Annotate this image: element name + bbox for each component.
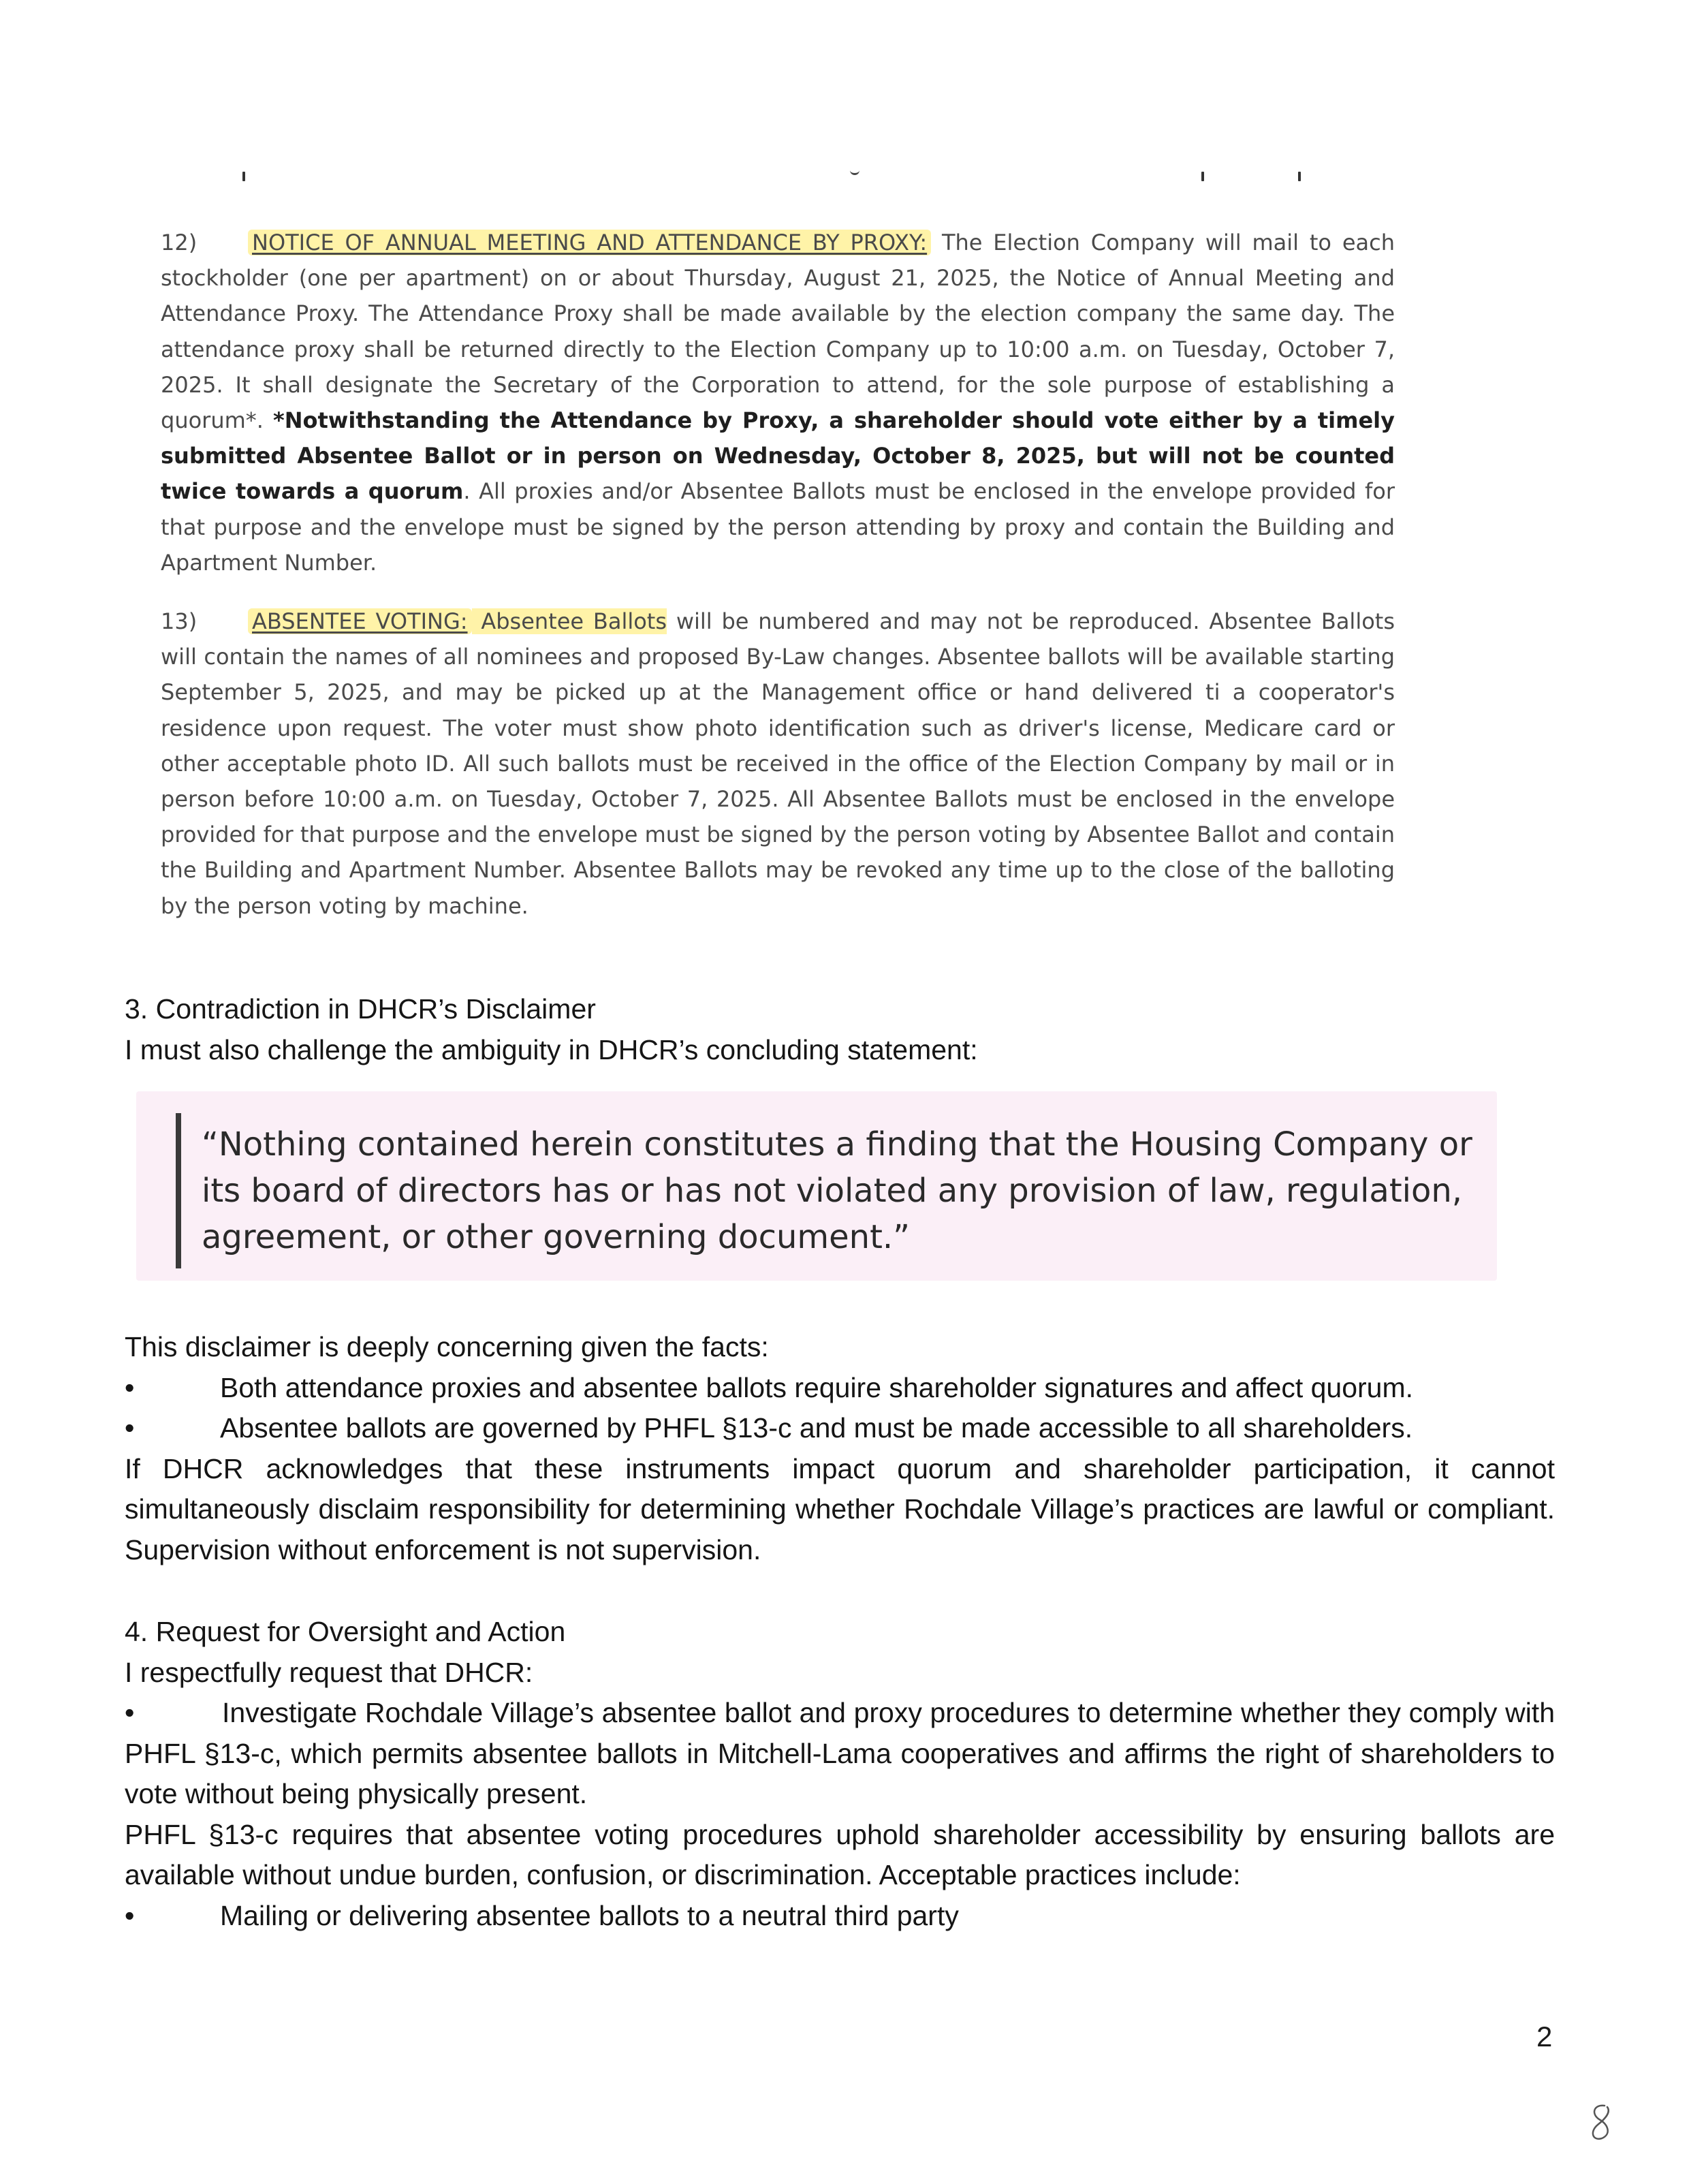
section-heading: 4. Request for Oversight and Action: [125, 1616, 566, 1647]
scan-mark: [850, 169, 859, 175]
scan-mark: [1201, 172, 1204, 181]
item-number: 13): [161, 608, 198, 635]
quoted-disclaimer: “Nothing contained herein constitutes a finding that the Housing Company or its board of directors has or has not violated any provision of law, regulation, agreement, or other governing document.”: [202, 1125, 1472, 1256]
scan-mark: [242, 172, 245, 181]
bullet-item: • Both attendance proxies and absentee ballots require shareholder signatures and affect quorum.: [125, 1368, 1555, 1409]
item-text: The Election Company will mail to each stockholder (one per apartment) on or about Thursday, August 21, 2025, the Notice of Annual Meeting and Attendance Proxy. The Attendance Proxy shall be made available by the election company the same day. The attendance proxy shall be returned directly to the Election Company up to 10:00 a.m. on Tuesday, October 7, 2025. It shall designate the Secretary of the Corporation to attend, for the sole purpose of establishing a quorum*.: [161, 230, 1395, 434]
bullet-item: • Investigate Rochdale Village’s absentee ballot and proxy procedures to determine whether they comply with PHFL §13-c, which permits absentee ballots in Mitchell-Lama cooperatives and affirms the right of shareholders to vote without being physically present.: [125, 1693, 1555, 1815]
section-4: [125, 1612, 1555, 1936]
bullet-icon: •: [125, 1899, 135, 1931]
page-number: 2: [1536, 2021, 1553, 2053]
excerpt-item-13: [161, 604, 1395, 924]
item-text: . All proxies and/or Absentee Ballots must be enclosed in the envelope provided for that purpose and the envelope must be signed by the person attending by proxy and contain the Building and Apartment Number.: [161, 478, 1395, 576]
section-3-header: [125, 989, 1555, 1070]
item-heading: ABSENTEE VOTING:: [248, 608, 472, 634]
item-bold-text: *Notwithstanding the Attendance by Proxy, a shareholder should vote either by a timely submitted Absentee Ballot or in person on Wednesday, October 8, 2025, but will not be counted twice towards a quorum: [161, 407, 1395, 505]
bullet-icon: •: [125, 1371, 135, 1403]
bullet-icon: •: [125, 1697, 135, 1728]
section-intro: I must also challenge the ambiguity in DHCR’s concluding statement:: [125, 1033, 978, 1065]
scanned-excerpt: [161, 225, 1395, 924]
section-conclusion: If DHCR acknowledges that these instruments impact quorum and shareholder participation, it cannot simultaneously disclaim responsibility for determining whether Rochdale Village’s practices are lawful or compliant. Supervision without enforcement is not supervision.: [125, 1452, 1555, 1565]
section-3-body: [125, 1327, 1555, 1570]
bullet-icon: •: [125, 1412, 135, 1444]
section-intro: I respectfully request that DHCR:: [125, 1656, 533, 1688]
item-highlight: Absentee Ballots: [471, 608, 667, 635]
item-number: 12): [161, 230, 198, 255]
item-heading: NOTICE OF ANNUAL MEETING AND ATTENDANCE BY PROXY:: [248, 230, 931, 255]
item-text: will be numbered and may not be reproduced. Absentee Ballots will contain the names of all nominees and proposed By-Law changes. Absentee ballots will be available starting September 5, 2025, and may be picked up at the Management office or hand delivered ti a cooperator's residence upon request. The voter must show photo identification such as driver's license, Medicare card or other acceptable photo ID. All such ballots must be received in the office of the Election Company by mail or in person before 10:00 a.m. on Tuesday, October 7, 2025. All Absentee Ballots must be enclosed in the envelope provided for that purpose and the envelope must be signed by the person voting by Absentee Ballot and contain the Building and Apartment Number. Absentee Ballots may be revoked any time up to the close of the balloting by the person voting by machine.: [161, 608, 1395, 919]
section-heading: 3. Contradiction in DHCR’s Disclaimer: [125, 993, 596, 1025]
section-paragraph: PHFL §13-c requires that absentee voting procedures uphold shareholder accessibility by ensuring ballots are available without undue burden, confusion, or discrimination. Acceptable practices include:: [125, 1818, 1555, 1890]
bullet-item: • Mailing or delivering absentee ballots to a neutral third party: [125, 1896, 1555, 1937]
handwritten-mark-icon: [1584, 2102, 1617, 2142]
quote-bar: [176, 1113, 181, 1268]
section-lead: This disclaimer is deeply concerning given the facts:: [125, 1331, 769, 1362]
scan-mark: [1298, 172, 1301, 181]
excerpt-item-12: [161, 225, 1395, 580]
bullet-item: • Absentee ballots are governed by PHFL §13-c and must be made accessible to all shareholders.: [125, 1408, 1555, 1449]
